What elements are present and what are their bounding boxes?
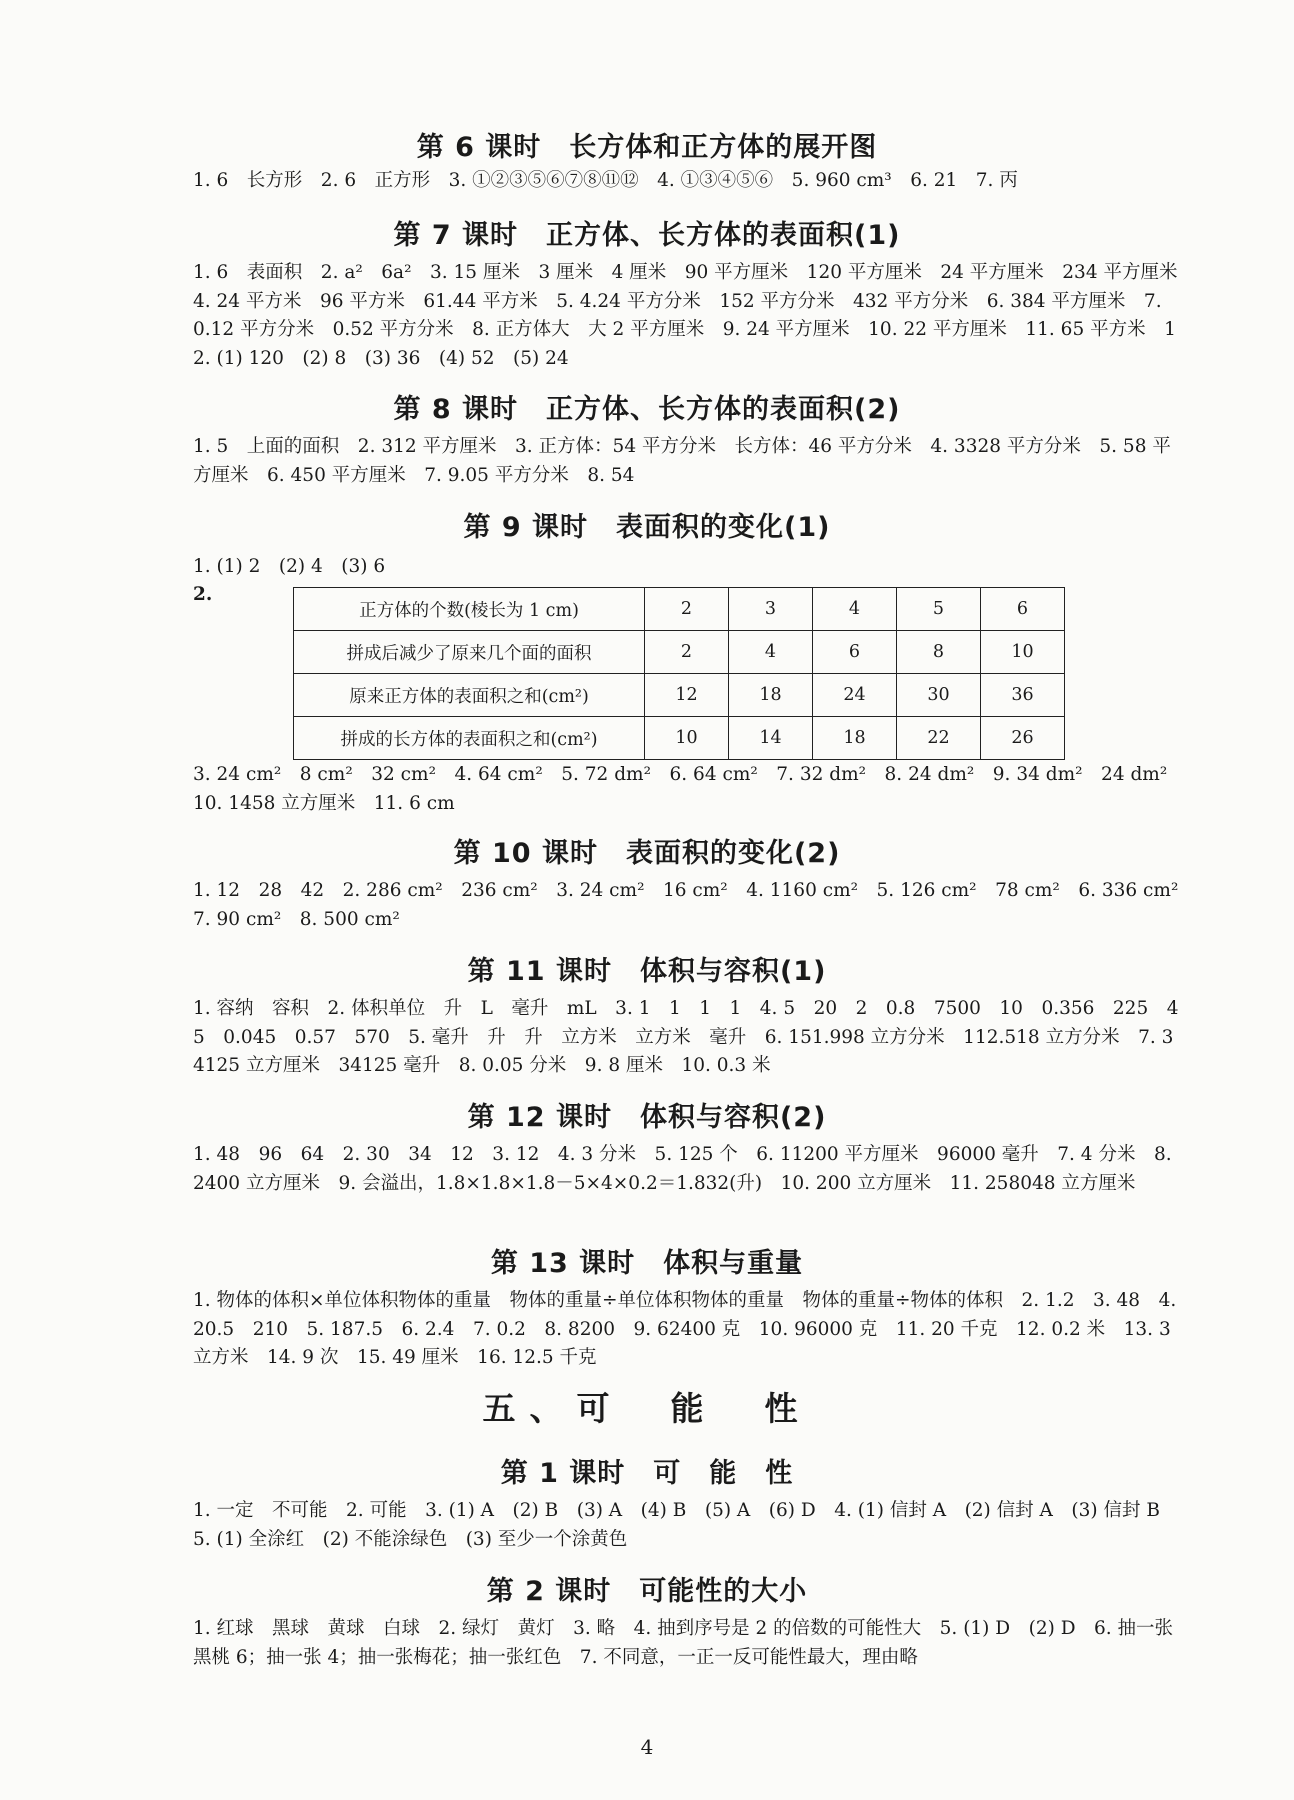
- page-number: 4: [640, 1735, 654, 1759]
- table-cell: 正方体的个数(棱长为 1 cm): [294, 588, 645, 631]
- unit-5-lesson-1-heading: 第 1 课时 可 能 性: [500, 1458, 794, 1489]
- lesson-13-answers: 1. 物体的体积×单位体积物体的重量 物体的重量÷单位体积物体的重量 物体的重量÷物体的体积 2. 1.2 3. 48 4. 20.5 210 5. 187.5 6. 2.4 7. 0.2 8. 8200 9. 62400 克 10. 96000 克 11. 20 千克 12. 0.2 米 13. 3 立方米 14. 9 次 15. 49 厘米 16. 12.5 千克: [193, 1290, 1177, 1368]
- table-cell: 2: [645, 631, 729, 674]
- lesson-8-answers: 1. 5 上面的面积 2. 312 平方厘米 3. 正方体：54 平方分米 长方体：46 平方分米 4. 3328 平方分米 5. 58 平方厘米 6. 450 平方厘米 7. 9.05 平方分米 8. 54: [193, 436, 1171, 486]
- table-cell: 4: [729, 631, 813, 674]
- table-cell: 14: [729, 717, 813, 760]
- table-cell: 22: [897, 717, 981, 760]
- table-cell: 拼成后减少了原来几个面的面积: [294, 631, 645, 674]
- lesson-7-heading: 第 7 课时 正方体、长方体的表面积(1): [393, 220, 901, 251]
- lesson-8-heading: 第 8 课时 正方体、长方体的表面积(2): [393, 394, 901, 425]
- lesson-12-answers: 1. 48 96 64 2. 30 34 12 3. 12 4. 3 分米 5. 125 个 6. 11200 平方厘米 96000 毫升 7. 4 分米 8. 2400 立方厘米 9. 会溢出，1.8×1.8×1.8－5×4×0.2＝1.832(升) 10. 200 立方厘米 11. 258048 立方厘米: [193, 1144, 1172, 1194]
- table-cell: 3: [729, 588, 813, 631]
- table-cell: 36: [981, 674, 1065, 717]
- table-cell: 6: [813, 631, 897, 674]
- table-row: [294, 717, 1065, 760]
- surface-area-table: [293, 587, 1065, 760]
- table-cell: 10: [645, 717, 729, 760]
- lesson-6-answers: 1. 6 长方形 2. 6 正方形 3. ①②③⑤⑥⑦⑧⑪⑫ 4. ①③④⑤⑥ 5. 960 cm³ 6. 21 7. 丙: [193, 170, 1018, 191]
- table-cell: 2: [645, 588, 729, 631]
- table-cell: 5: [897, 588, 981, 631]
- lesson-10-heading: 第 10 课时 表面积的变化(2): [453, 838, 841, 869]
- table-cell: 26: [981, 717, 1065, 760]
- lesson-11-heading: 第 11 课时 体积与容积(1): [467, 956, 827, 987]
- lesson-11-answers: 1. 容纳 容积 2. 体积单位 升 L 毫升 mL 3. 1 1 1 1 4. 5 20 2 0.8 7500 10 0.356 225 45 0.045 0.57 570 5. 毫升 升 升 立方米 立方米 毫升 6. 151.998 立方分米 112.518 立方分米 7. 34125 立方厘米 34125 毫升 8. 0.05 分米 9. 8 厘米 10. 0.3 米: [193, 998, 1179, 1076]
- table-row: [294, 674, 1065, 717]
- lesson-12-heading: 第 12 课时 体积与容积(2): [467, 1102, 827, 1133]
- table-row: [294, 588, 1065, 631]
- lesson-9-answers: 3. 24 cm² 8 cm² 32 cm² 4. 64 cm² 5. 72 dm² 6. 64 cm² 7. 32 dm² 8. 24 dm² 9. 34 dm² 24 dm² 10. 1458 立方厘米 11. 6 cm: [193, 764, 1186, 814]
- table-cell: 24: [813, 674, 897, 717]
- lesson-10-answers: 1. 12 28 42 2. 286 cm² 236 cm² 3. 24 cm² 16 cm² 4. 1160 cm² 5. 126 cm² 78 cm² 6. 336 cm² 7. 90 cm² 8. 500 cm²: [193, 880, 1197, 930]
- unit-5-lesson-1-answers: 1. 一定 不可能 2. 可能 3. (1) A (2) B (3) A (4) B (5) A (6) D 4. (1) 信封 A (2) 信封 A (3) 信封 B 5. (1) 全涂红 (2) 不能涂绿色 (3) 至少一个涂黄色: [193, 1500, 1179, 1550]
- lesson-9-answer-1: 1. (1) 2 (2) 4 (3) 6: [193, 556, 386, 577]
- question-2-label: 2.: [193, 584, 213, 605]
- table-cell: 原来正方体的表面积之和(cm²): [294, 674, 645, 717]
- table-cell: 18: [813, 717, 897, 760]
- table-cell: 18: [729, 674, 813, 717]
- unit-5-lesson-2-answers: 1. 红球 黑球 黄球 白球 2. 绿灯 黄灯 3. 略 4. 抽到序号是 2 的倍数的可能性大 5. (1) D (2) D 6. 抽一张黑桃 6；抽一张 4；抽一张梅花；抽一张红色 7. 不同意，一正一反可能性最大，理由略: [193, 1618, 1174, 1668]
- lesson-9-heading: 第 9 课时 表面积的变化(1): [463, 512, 831, 543]
- table-cell: 10: [981, 631, 1065, 674]
- table-row: [294, 631, 1065, 674]
- table-cell: 拼成的长方体的表面积之和(cm²): [294, 717, 645, 760]
- lesson-13-heading: 第 13 课时 体积与重量: [490, 1248, 804, 1279]
- lesson-7-answers: 1. 6 表面积 2. a² 6a² 3. 15 厘米 3 厘米 4 厘米 90 平方厘米 120 平方厘米 24 平方厘米 234 平方厘米 4. 24 平方米 96 平方米 61.44 平方米 5. 4.24 平方分米 152 平方分米 432 平方分米 6. 384 平方厘米 7. 0.12 平方分米 0.52 平方分米 8. 正方体大 大 2 平方厘米 9. 24 平方厘米 10. 22 平方厘米 11. 65 平方米 12. (1) 120 (2) 8 (3) 36 (4) 52 (5) 24: [193, 262, 1196, 369]
- table-cell: 30: [897, 674, 981, 717]
- unit-5-title: 五、可 能 性: [482, 1389, 812, 1428]
- table-cell: 4: [813, 588, 897, 631]
- table-cell: 12: [645, 674, 729, 717]
- lesson-6-heading: 第 6 课时 长方体和正方体的展开图: [416, 132, 878, 163]
- unit-5-lesson-2-heading: 第 2 课时 可能性的大小: [486, 1576, 808, 1607]
- table-cell: 6: [981, 588, 1065, 631]
- table-cell: 8: [897, 631, 981, 674]
